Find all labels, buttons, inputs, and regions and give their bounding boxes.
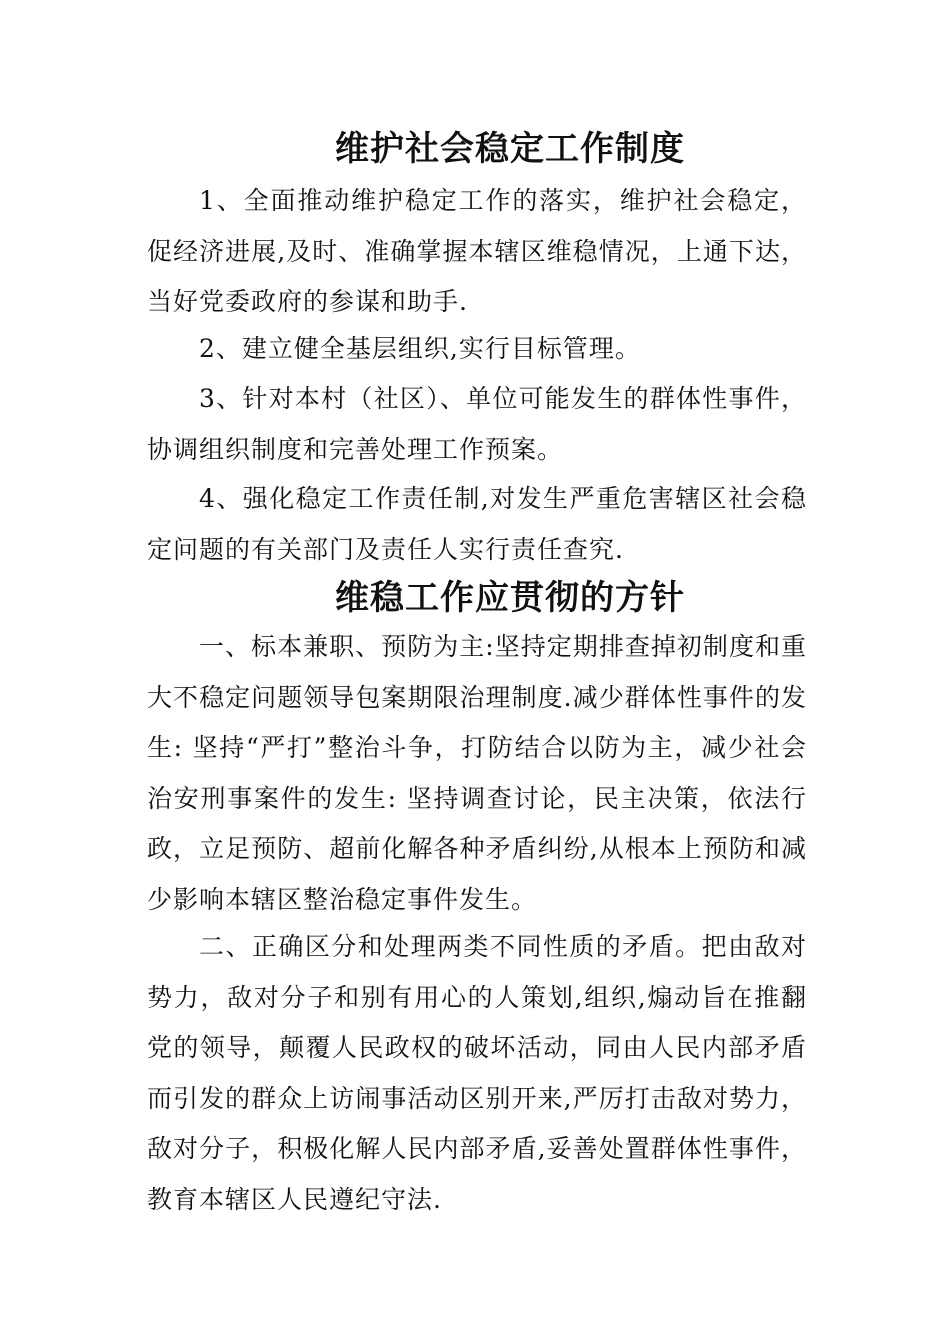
paragraph-guideline-2: 二、正确区分和处理两类不同性质的矛盾。把由敌对势力，敌对分子和别有用心的人策划,组织,煽动旨在推翻党的领导，颠覆人民政权的破坏活动，同由人民内部矛盾而引发的群众上访闹事活动区别开来,严厉打击敌对势力，敌对分子，积极化解人民内部矛盾,妥善处置群体性事件，教育本辖区人民遵纪守法. <box>147 932 807 1214</box>
paragraph-guideline-1: 一、标本兼职、预防为主:坚持定期排查掉初制度和重大不稳定问题领导包案期限治理制度.减少群体性事件的发生: 坚持“严打”整治斗争，打防结合以防为主，减少社会治安刑事案件的发生: 坚持调查讨论，民主决策，依法行政，立足预防、超前化解各种矛盾纠纷,从根本上预防和减少影响本辖区整治稳定事件发生。 <box>147 632 807 914</box>
paragraph-item-3: 3、针对本村（社区）、单位可能发生的群体性事件，协调组织制度和完善处理工作预案。 <box>147 384 807 464</box>
paragraph-item-2: 2、建立健全基层组织,实行目标管理。 <box>199 334 641 363</box>
paragraph-item-4: 4、强化稳定工作责任制,对发生严重危害辖区社会稳定问题的有关部门及责任人实行责任查究. <box>147 484 807 564</box>
section-title-guidelines: 维稳工作应贯彻的方针 <box>335 578 685 618</box>
section-title-stability-system: 维护社会稳定工作制度 <box>335 129 685 169</box>
paragraph-item-1: 1、全面推动维护稳定工作的落实，维护社会稳定，促经济进展,及时、准确掌握本辖区维稳情况，上通下达，当好党委政府的参谋和助手. <box>147 186 807 316</box>
